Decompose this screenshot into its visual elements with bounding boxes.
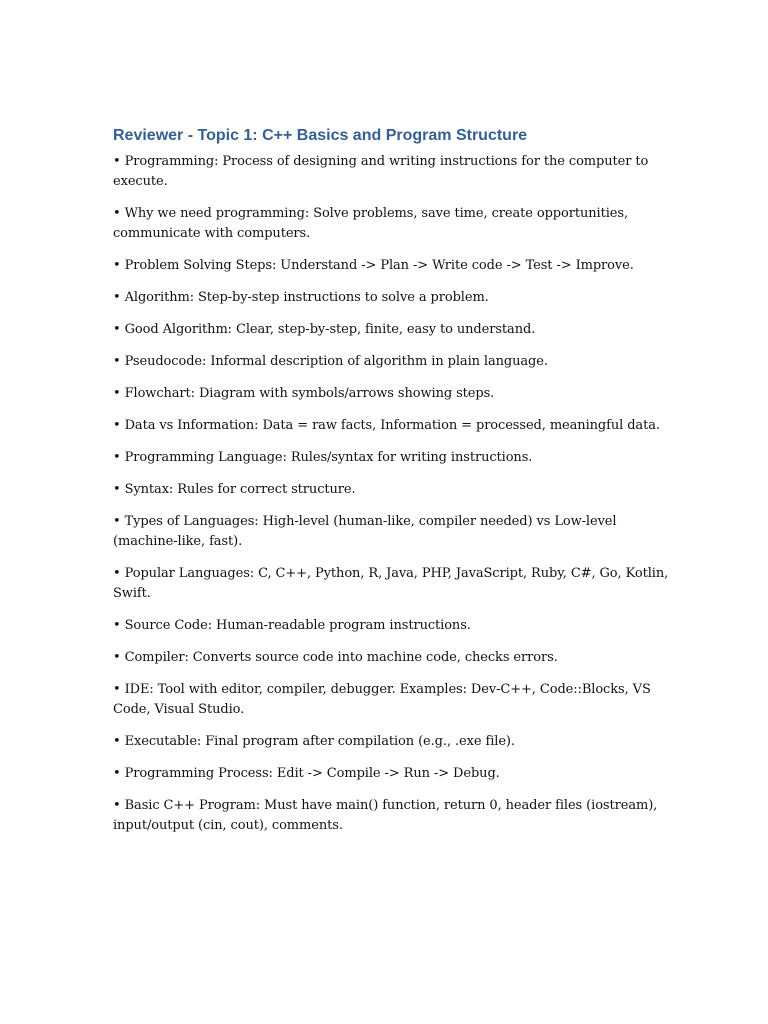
list-item: • Problem Solving Steps: Understand -> Plan -> Write code -> Test -> Improve. bbox=[113, 258, 634, 273]
list-item: • Why we need programming: Solve problems, save time, create opportunities, communicate with computers. bbox=[113, 206, 628, 241]
list-item: • Compiler: Converts source code into machine code, checks errors. bbox=[113, 650, 558, 665]
list-item: • Algorithm: Step-by-step instructions to solve a problem. bbox=[113, 290, 489, 305]
list-item: • Programming: Process of designing and writing instructions for the computer to execute. bbox=[113, 154, 649, 189]
list-item: • Flowchart: Diagram with symbols/arrows showing steps. bbox=[113, 386, 495, 401]
list-item: • Good Algorithm: Clear, step-by-step, finite, easy to understand. bbox=[113, 322, 536, 337]
document-page bbox=[113, 124, 673, 848]
list-item: • Executable: Final program after compilation (e.g., .exe file). bbox=[113, 734, 515, 749]
list-item: • Types of Languages: High-level (human-like, compiler needed) vs Low-level (machine-like, fast). bbox=[113, 514, 617, 549]
topic-list bbox=[113, 152, 673, 836]
list-item: • Data vs Information: Data = raw facts, Information = processed, meaningful data. bbox=[113, 418, 660, 433]
list-item: • Pseudocode: Informal description of algorithm in plain language. bbox=[113, 354, 548, 369]
list-item: • Popular Languages: C, C++, Python, R, Java, PHP, JavaScript, Ruby, C#, Go, Kotlin, Swift. bbox=[113, 566, 669, 601]
list-item: • Programming Process: Edit -> Compile -> Run -> Debug. bbox=[113, 766, 500, 781]
list-item: • Basic C++ Program: Must have main() function, return 0, header files (iostream), input/output (cin, cout), comments. bbox=[113, 798, 658, 833]
list-item: • Programming Language: Rules/syntax for writing instructions. bbox=[113, 450, 533, 465]
list-item: • IDE: Tool with editor, compiler, debugger. Examples: Dev-C++, Code::Blocks, VS Code, Visual Studio. bbox=[113, 682, 651, 717]
list-item: • Syntax: Rules for correct structure. bbox=[113, 482, 356, 497]
list-item: • Source Code: Human-readable program instructions. bbox=[113, 618, 471, 633]
document-title: Reviewer - Topic 1: C++ Basics and Program Structure bbox=[113, 127, 528, 144]
